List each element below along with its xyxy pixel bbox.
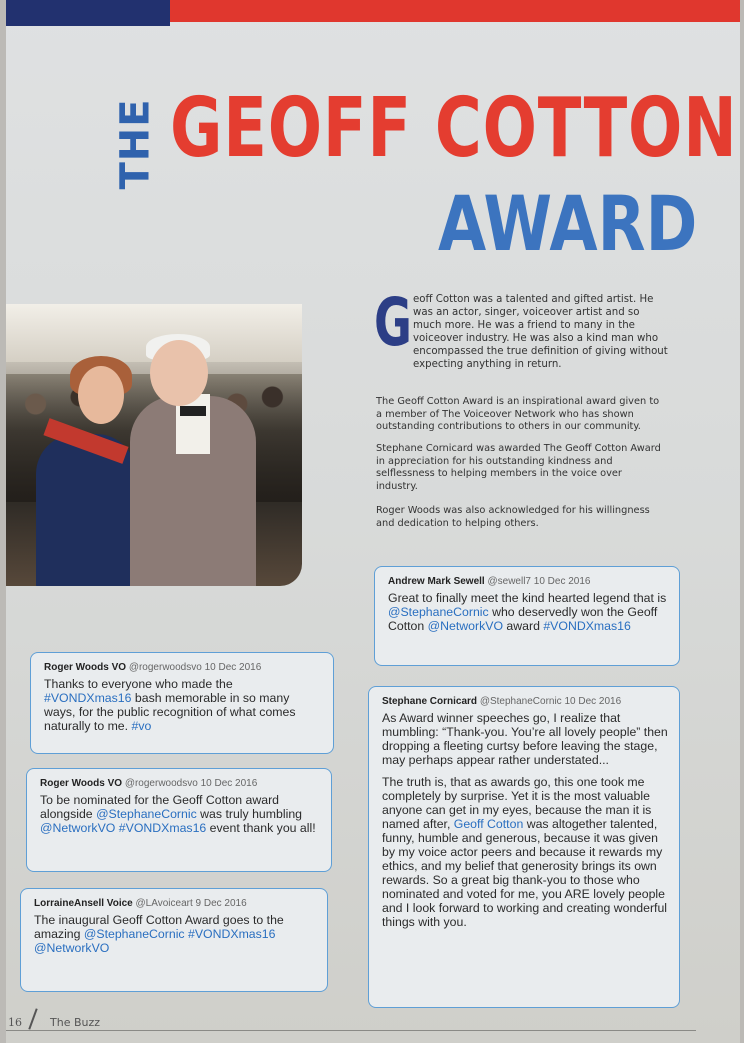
mention-link[interactable]: @NetworkVO bbox=[40, 821, 116, 835]
tweet-text: The inaugural Geoff Cotton Award goes to the amazing @StephaneCornic #VONDXmas16 @NetworkVO bbox=[34, 913, 284, 955]
hashtag-link[interactable]: #VONDXmas16 bbox=[543, 619, 631, 633]
hashtag-link[interactable]: #vo bbox=[131, 719, 152, 733]
footer-rule bbox=[6, 1030, 696, 1031]
mention-link[interactable]: @StephaneCornic bbox=[83, 927, 185, 941]
tweet-card-sewell: Andrew Mark Sewell @sewell7 10 Dec 2016 Great to finally meet the kind hearted legend that is @StephaneCornic who deservedly won the Geoff Cotton @NetworkVO award #VONDXmas16 bbox=[374, 566, 680, 666]
tweet-text: Great to finally meet the kind hearted legend that is @StephaneCornic who deservedly won the Geoff Cotton @NetworkVO award #VONDXmas16 bbox=[388, 591, 667, 633]
magazine-page bbox=[6, 0, 740, 1043]
article-paragraph-3: Roger Woods was also acknowledged for his willingness and dedication to helping others. bbox=[376, 505, 650, 529]
title-award: AWARD bbox=[438, 179, 698, 268]
tweet-text: As Award winner speeches go, I realize that mumbling: “Thank-you. You’re all lovely people” then dropping a fleeting curtsy before leaving the stage, may perhaps appear rather understated... bbox=[382, 711, 668, 767]
drop-cap: G bbox=[374, 284, 412, 361]
title-the: THE bbox=[113, 98, 159, 190]
mention-link[interactable]: @NetworkVO bbox=[34, 941, 110, 955]
hashtag-link[interactable]: #VONDXmas16 bbox=[44, 691, 132, 705]
tweet-text: The truth is, that as awards go, this one took me completely by surprise. Yet it is the most valuable anyone can get in my eyes, because the man it is named after, Geoff Cotton was altogether talented, funny, humble and generous, because it was given by my voice actor peers and because it rewards my ethics, and my belief that generosity brings its own rewards. So a great big thank-you to those who nominated and voted for me, you ARE lovely people and I look forward to working and creating wonderful things with you. bbox=[382, 775, 668, 929]
tweet-text: To be nominated for the Geoff Cotton award alongside @StephaneCornic was truly humbling @NetworkVO #VONDXmas16 event thank you all! bbox=[40, 793, 316, 835]
tweet-card-lorraine-ansell: LorraineAnsell Voice @LAvoiceart 9 Dec 2016 The inaugural Geoff Cotton Award goes to the amazing @StephaneCornic #VONDXmas16 @NetworkVO bbox=[20, 888, 328, 992]
mention-link[interactable]: @StephaneCornic bbox=[96, 807, 197, 821]
tweet-card-roger-woods-2: Roger Woods VO @rogerwoodsvo 10 Dec 2016 To be nominated for the Geoff Cotton award alongside @StephaneCornic was truly humbling @NetworkVO #VONDXmas16 event thank you all! bbox=[26, 768, 332, 872]
mention-link[interactable]: @StephaneCornic bbox=[388, 605, 489, 619]
hashtag-link[interactable]: #VONDXmas16 bbox=[188, 927, 276, 941]
tweet-card-roger-woods-1: Roger Woods VO @rogerwoodsvo 10 Dec 2016 Thanks to everyone who made the #VONDXmas16 bash memorable in so many ways, for the public recognition of what comes naturally to me. #vo bbox=[30, 652, 334, 754]
article-paragraph-1: The Geoff Cotton Award is an inspirational award given to a member of The Voiceover Network who has shown outstanding contributions to others in our community. bbox=[376, 396, 660, 432]
mention-link[interactable]: @NetworkVO bbox=[427, 619, 504, 633]
tweet-text: Thanks to everyone who made the #VONDXmas16 bash memorable in so many ways, for the public recognition of what comes naturally to me. #vo bbox=[44, 677, 296, 733]
tweet-card-stephane-cornicard: Stephane Cornicard @StephaneCornic 10 Dec 2016 As Award winner speeches go, I realize that mumbling: “Thank-you. You’re all lovely people” then dropping a fleeting curtsy before leaving the stage, may perhaps appear rather understated... The truth is, that as awards go, this one took me completely by surprise. Yet it is the most valuable anyone can get in my eyes, because the man it is named after, Geoff Cotton was altogether talented, funny, humble and generous, because it was given by my voice actor peers and because it rewards my ethics, and my belief that generosity brings its own rewards. So a great big thank-you to those who nominated and voted for me, you ARE lovely people and I look forward to working and creating wonderful things with you. bbox=[368, 686, 680, 1008]
article-paragraph-2: Stephane Cornicard was awarded The Geoff Cotton Award in appreciation for his outstanding kindness and selflessness to helping members in the voice over industry. bbox=[376, 443, 661, 492]
mention-link[interactable]: Geoff Cotton bbox=[453, 817, 524, 831]
hashtag-link[interactable]: #VONDXmas16 bbox=[118, 821, 207, 835]
footer-slash bbox=[28, 1008, 37, 1029]
page-number: 16 bbox=[8, 1016, 22, 1029]
title-geoff-cotton: GEOFF COTTON bbox=[170, 81, 738, 176]
header-red-bar bbox=[170, 0, 740, 22]
award-photo bbox=[6, 304, 302, 586]
publication-name: The Buzz bbox=[50, 1016, 101, 1029]
header-blue-bar bbox=[6, 0, 170, 26]
article-intro: eoff Cotton was a talented and gifted artist. He was an actor, singer, voiceover artist and so much more. He was a friend to many in the voiceover industry. He was also a kind man who encompassed the true definition of giving without expecting anything in return. bbox=[413, 294, 668, 370]
